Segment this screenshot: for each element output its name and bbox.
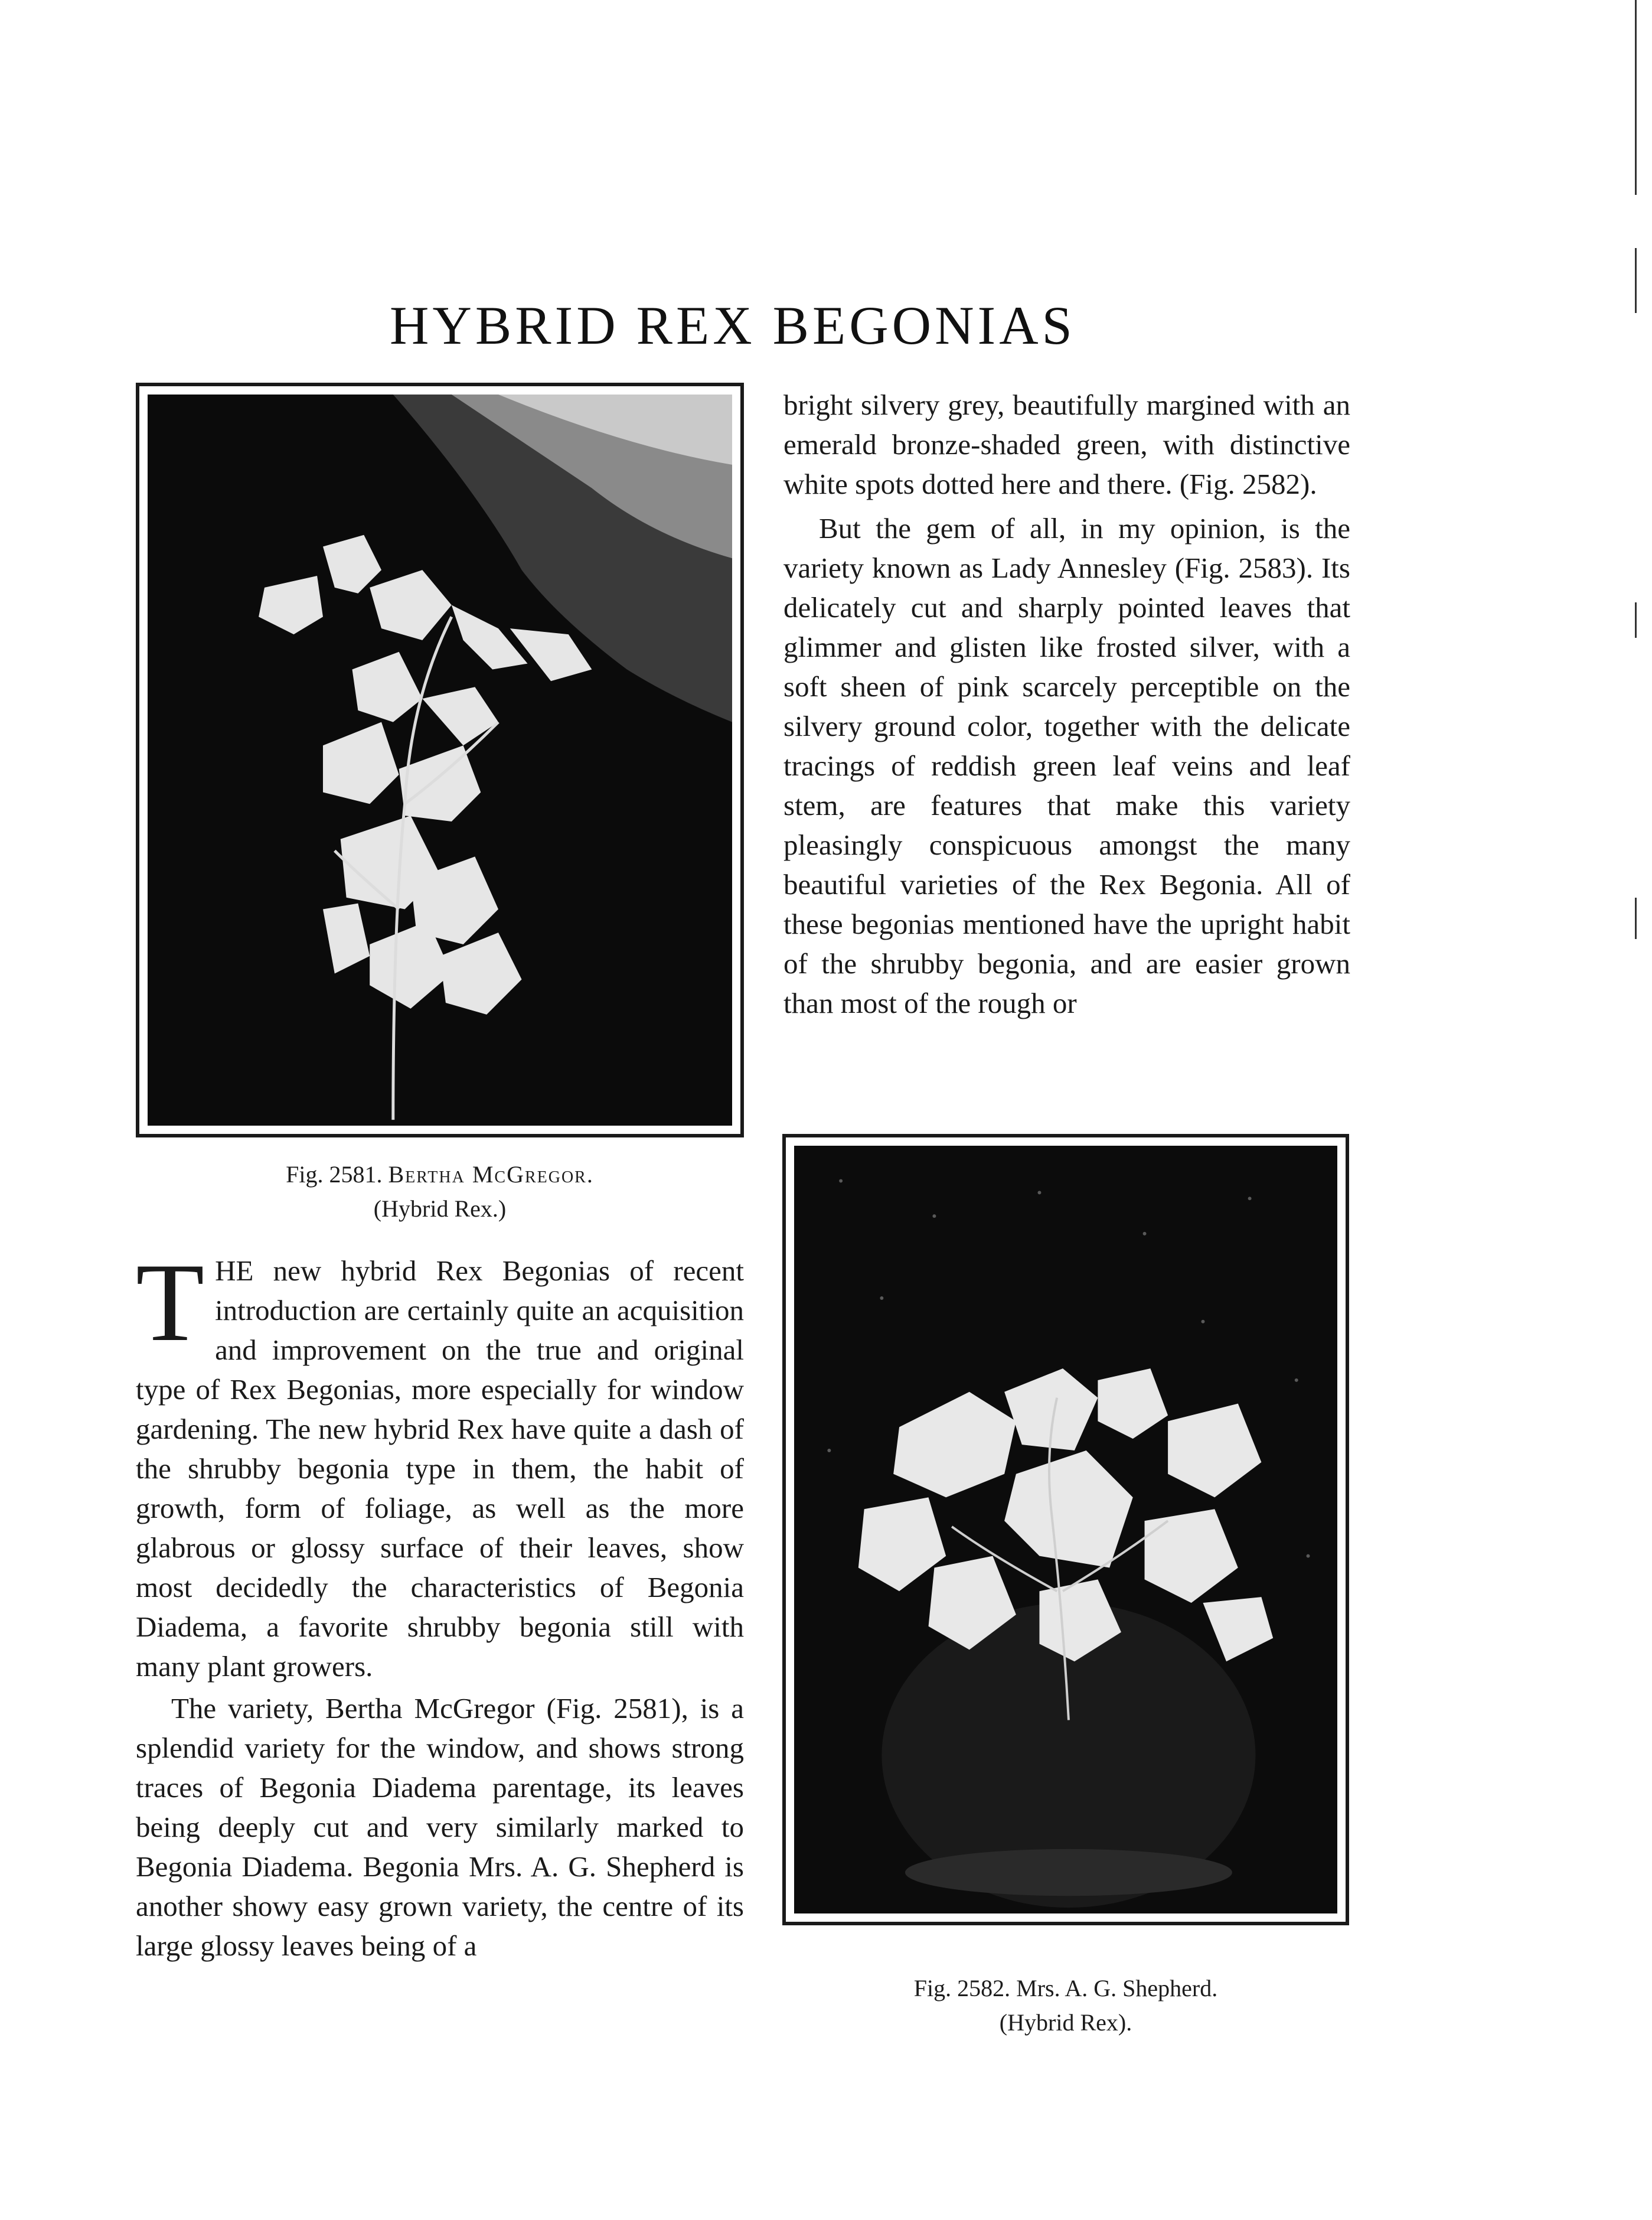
paragraph: bright silvery grey, beautifully margined with an emerald bronze-shaded green, with distinctive white spots dotted here and there. (Fig. 2582). [783, 389, 1350, 500]
figure-number: Fig. 2581. [286, 1161, 383, 1188]
page-title: HYBRID REX BEGONIAS [390, 295, 1076, 356]
caption-line [136, 1158, 744, 1192]
photo-frame [148, 395, 732, 1126]
caption-line: Fig. 2582. Mrs. A. G. Shepherd. [913, 1975, 1218, 2001]
margin-line [1635, 248, 1637, 313]
caption-type: (Hybrid Rex.) [373, 1195, 507, 1222]
margin-line [1635, 898, 1637, 939]
paragraph: The variety, Bertha McGregor (Fig. 2581), is a splendid variety for the window, and shows strong traces of Begonia Diadema parentage, its leaves being deeply cut and very similarly marked to Begonia Diadema. Begonia Mrs. A. G. Shepherd is another showy easy grown variety, the centre of its large glossy leaves being of a [136, 1692, 744, 1962]
figure-2582-caption [782, 1971, 1349, 2040]
paragraph: THE new hybrid Rex Begonias of recent introduction are certainly quite an acquisition and improvement on the true and original type of Rex Begonias, more especially for window gardening. The new hybrid Rex have quite a dash of the shrubby begonia type in them, the habit of growth, form of foliage, as well as the more glabrous or glossy surface of their leaves, show most decidedly the characteristics of Begonia Diadema, a favorite shrubby begonia still with many plant growers. [136, 1241, 744, 1683]
left-column-text [136, 1241, 744, 1965]
paragraph: But the gem of all, in my opinion, is the variety known as Lady Annesley (Fig. 2583). Its delicately cut and sharply pointed leaves that glimmer and glisten like frosted silver, with a soft sheen of pink scarcely perceptible on the silvery ground color, together with the delicate tracings of reddish green leaf veins and leaf stem, are features that make this variety pleasingly conspicuous amongst the many beautiful varieties of the Rex Begonia. All of these begonias mentioned have the upright habit of the shrubby begonia, and are easier grown than most of the rough or [783, 512, 1350, 1019]
right-column-text [783, 385, 1350, 1023]
begonia-pot-image [794, 1146, 1337, 1913]
figure-2582-photo [782, 1134, 1349, 1925]
margin-line [1635, 0, 1637, 195]
figure-plant-name: Bertha McGregor. [388, 1161, 594, 1188]
margin-line [1635, 602, 1637, 638]
figure-2581-photo [136, 383, 744, 1137]
photo-frame [794, 1146, 1337, 1913]
caption-type: (Hybrid Rex). [999, 2009, 1132, 2036]
begonia-plant-image [148, 395, 732, 1126]
figure-2581-caption [136, 1158, 744, 1226]
